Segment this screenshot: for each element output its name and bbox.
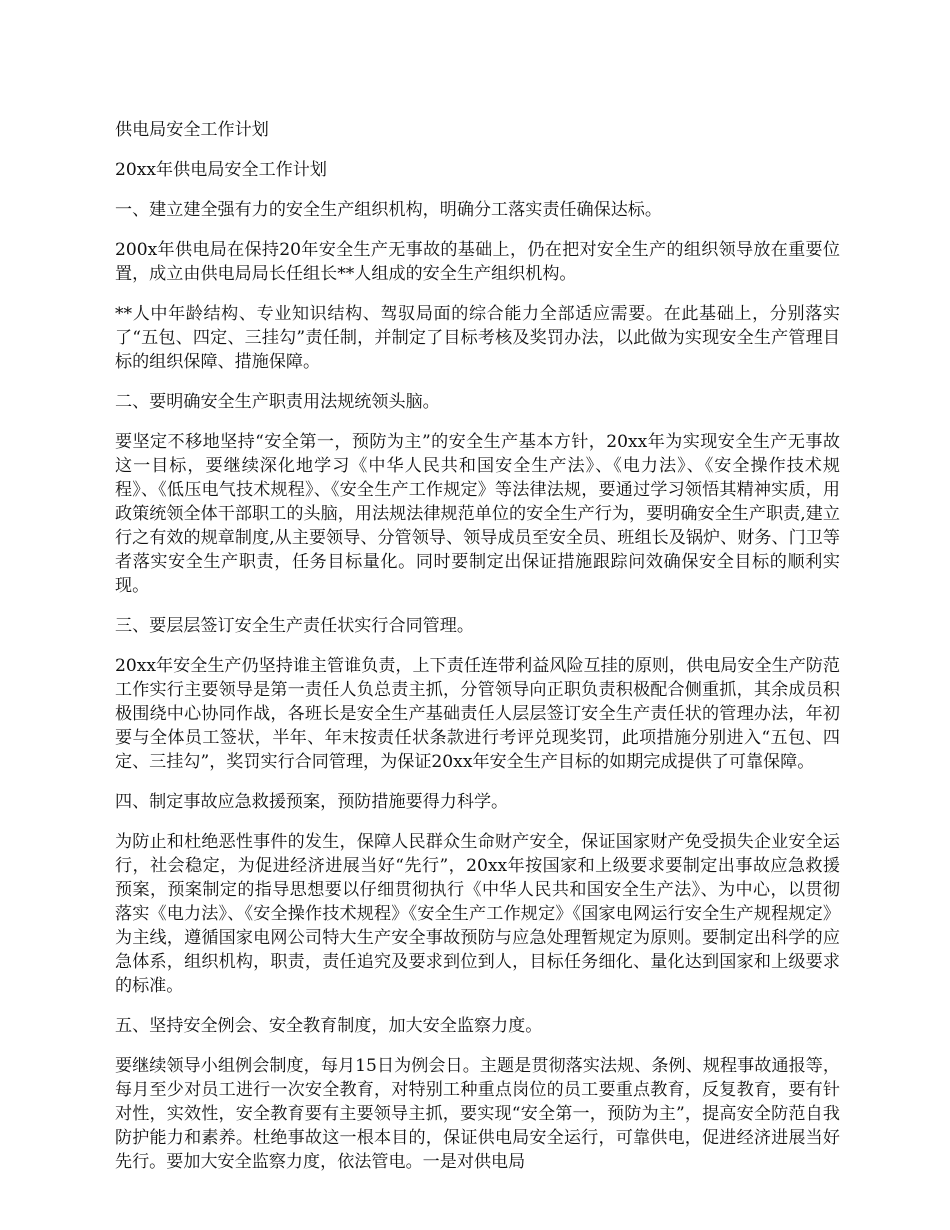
paragraph: 200x年供电局在保持20年安全生产无事故的基础上，仍在把对安全生产的组织领导放在重要位置，成立由供电局局长任组长**人组成的安全生产组织机构。 bbox=[115, 240, 840, 284]
paragraph: 20xx年安全生产仍坚持谁主管谁负责，上下责任连带利益风险互挂的原则，供电局安全生产防范工作实行主要领导是第一责任人负总责主抓，分管领导向正职负责积极配合侧重抓，其余成员积极围绕中心协同作战，各班长是安全生产基础责任人层层签订安全生产责任状的管理办法，年初要与全体员工签状，半年、年末按责任状条款进行考评兑现奖罚，此项措施分别进入“五包、四定、三挂勾”，奖罚实行合同管理，为保证20xx年安全生产目标的如期完成提供了可靠保障。 bbox=[115, 656, 840, 772]
section-heading-5: 五、坚持安全例会、安全教育制度，加大安全监察力度。 bbox=[115, 1016, 543, 1036]
document-title: 供电局安全工作计划 bbox=[115, 120, 269, 140]
section-heading-1: 一、建立建全强有力的安全生产组织机构，明确分工落实责任确保达标。 bbox=[115, 200, 662, 220]
paragraph: 为防止和杜绝恶性事件的发生，保障人民群众生命财产安全，保证国家财产免受损失企业安全运行，社会稳定，为促进经济进展当好“先行”，20xx年按国家和上级要求要制定出事故应急救援预案，预案制定的指导思想要以仔细贯彻执行《中华人民共和国安全生产法》、为中心，以贯彻落实《电力法》、《安全操作技术规程》《安全生产工作规定》《国家电网运行安全生产规程规定》为主线，遵循国家电网公司特大生产安全事故预防与应急处理暂规定为原则。要制定出科学的应急体系，组织机构，职责，责任追究及要求到位到人，目标任务细化、量化达到国家和上级要求的标准。 bbox=[115, 832, 840, 996]
section-heading-2: 二、要明确安全生产职责用法规统领头脑。 bbox=[115, 392, 440, 412]
document-subtitle: 20xx年供电局安全工作计划 bbox=[115, 160, 327, 180]
section-heading-4: 四、制定事故应急救援预案，预防措施要得力科学。 bbox=[115, 792, 509, 812]
paragraph: 要继续领导小组例会制度，每月15日为例会日。主题是贯彻落实法规、条例、规程事故通报等，每月至少对员工进行一次安全教育，对特别工种重点岗位的员工要重点教育，反复教育，要有针对性，实效性，安全教育要有主要领导主抓，要实现“安全第一，预防为主”，提高安全防范自我防护能力和素养。杜绝事故这一根本目的，保证供电局安全运行，可靠供电，促进经济进展当好先行。要加大安全监察力度，依法管电。一是对供电局 bbox=[115, 1056, 840, 1172]
section-heading-3: 三、要层层签订安全生产责任状实行合同管理。 bbox=[115, 616, 474, 636]
paragraph: **人中年龄结构、专业知识结构、驾驭局面的综合能力全部适应需要。在此基础上，分别落实了“五包、四定、三挂勾”责任制，并制定了目标考核及奖罚办法，以此做为实现安全生产管理目标的组织保障、措施保障。 bbox=[115, 304, 840, 372]
paragraph: 要坚定不移地坚持“安全第一，预防为主”的安全生产基本方针，20xx年为实现安全生产无事故这一目标，要继续深化地学习《中华人民共和国安全生产法》、《电力法》、《安全操作技术规程》、《低压电气技术规程》、《安全生产工作规定》等法律法规，要通过学习领悟其精神实质，用政策统领全体干部职工的头脑，用法规法律规范单位的安全生产行为，要明确安全生产职责,建立行之有效的规章制度,从主要领导、分管领导、领导成员至安全员、班组长及锅炉、财务、门卫等者落实安全生产职责，任务目标量化。同时要制定出保证措施跟踪问效确保安全目标的顺利实现。 bbox=[115, 432, 840, 596]
document-body bbox=[115, 118, 840, 1174]
